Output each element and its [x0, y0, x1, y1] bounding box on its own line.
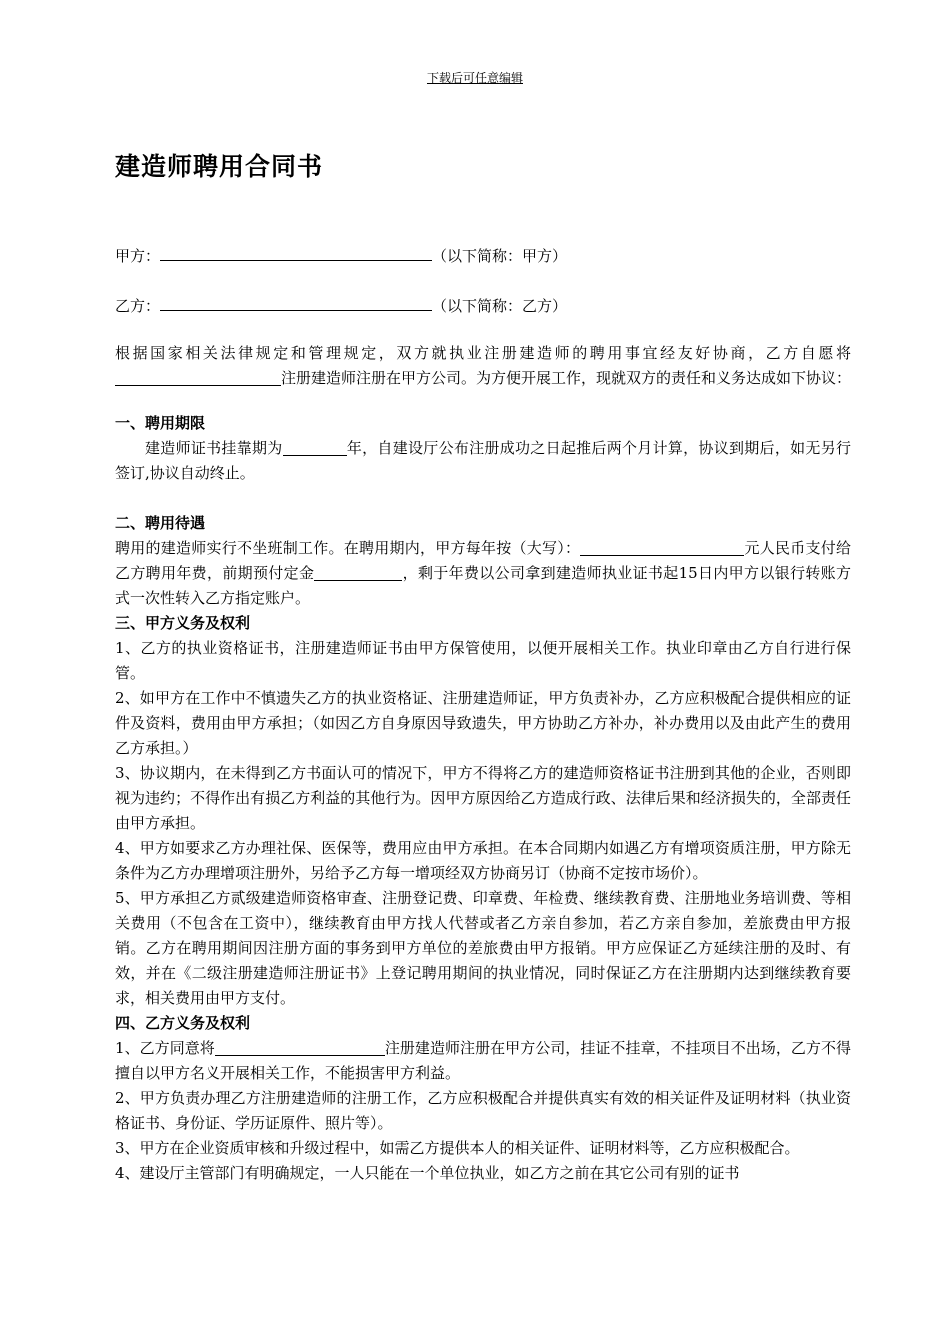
- section-1-text-2: 年，自建设厅公布注册成功之日起推后两个月计算，协议到期后，如无另行签订,协议自动终止。: [115, 439, 851, 482]
- party-a-label: 甲方：: [115, 247, 161, 265]
- party-b-blank[interactable]: [160, 292, 432, 311]
- deposit-blank[interactable]: [314, 562, 402, 581]
- section-3-item: 4、甲方如要求乙方办理社保、医保等，费用应由甲方承担。在本合同期内如遇乙方有增项资质注册，甲方除无条件为乙方办理增项注册外，另给予乙方每一增项经双方协商另订（协商不定按市场价）。: [115, 839, 851, 882]
- section-1-text-1: 建造师证书挂靠期为: [145, 439, 283, 457]
- intro-paragraph: [115, 341, 851, 391]
- section-4-item: 3、甲方在企业资质审核和升级过程中，如需乙方提供本人的相关证件、证明材料等，乙方应积极配合。: [115, 1139, 800, 1157]
- section-4-heading: 四、乙方义务及权利: [115, 1014, 251, 1032]
- party-b-line: [115, 292, 567, 319]
- engineer-name-blank[interactable]: [215, 1037, 385, 1056]
- section-2-text-3: ，剩于年费以公司拿到建造师执业证书起15日内甲方以银行转账方式一次性转入乙方指定账户。: [115, 564, 851, 607]
- section-4-item-1-text-1: 1、乙方同意将: [115, 1039, 215, 1057]
- intro-text-1: 根据国家相关法律规定和管理规定，双方就执业注册建造师的聘用事宜经友好协商，乙方自愿将: [115, 344, 851, 362]
- section-3-heading: 三、甲方义务及权利: [115, 614, 251, 632]
- section-4-item: [115, 1036, 851, 1086]
- section-2-text-1: 聘用的建造师实行不坐班制工作。在聘用期内，甲方每年按（大写）：: [115, 539, 581, 557]
- section-3-item: 2、如甲方在工作中不慎遗失乙方的执业资格证、注册建造师证，甲方负责补办，乙方应积极配合提供相应的证件及资料，费用由甲方承担；（如因乙方自身原因导致遗失，甲方协助乙方补办，补办费用以及由此产生的费用乙方承担。）: [115, 689, 851, 757]
- annual-fee-blank[interactable]: [580, 537, 744, 556]
- section-1-paragraph: [115, 436, 851, 486]
- intro-text-2: 注册建造师注册在甲方公司。为方便开展工作，现就双方的责任和义务达成如下协议：: [281, 369, 852, 387]
- contract-body: [115, 341, 851, 1186]
- term-years-blank[interactable]: [283, 437, 347, 456]
- page-header-note: 下载后可任意编辑: [426, 71, 523, 85]
- party-a-line: [115, 242, 567, 269]
- party-b-label: 乙方：: [115, 297, 161, 315]
- party-a-suffix: （以下简称：甲方）: [432, 247, 568, 265]
- section-3-item: 3、协议期内，在未得到乙方书面认可的情况下，甲方不得将乙方的建造师资格证书注册到其他的企业，否则即视为违约；不得作出有损乙方利益的其他行为。因甲方原因给乙方造成行政、法律后果和经济损失的，全部责任由甲方承担。: [115, 764, 851, 832]
- party-a-blank[interactable]: [160, 242, 432, 261]
- section-3-item: 5、甲方承担乙方贰级建造师资格审查、注册登记费、印章费、年检费、继续教育费、注册地业务培训费、等相关费用（不包含在工资中），继续教育由甲方找人代替或者乙方亲自参加，若乙方亲自参加，差旅费由甲方报销。乙方在聘用期间因注册方面的事务到甲方单位的差旅费由甲方报销。甲方应保证乙方延续注册的及时、有效，并在《二级注册建造师注册证书》上登记聘用期间的执业情况，同时保证乙方在注册期内达到继续教育要求，相关费用由甲方支付。: [115, 889, 851, 1007]
- section-4-item: 4、建设厅主管部门有明确规定，一人只能在一个单位执业，如乙方之前在其它公司有别的证书: [115, 1164, 740, 1182]
- section-4-item-1-text-2: 注册建造师注册在甲方公司，挂证不挂章，不挂项目不出场，乙方不得擅自以甲方名义开展相关工作，不能损害甲方利益。: [115, 1039, 851, 1082]
- document-title: 建造师聘用合同书: [115, 152, 324, 181]
- section-1-heading: 一、聘用期限: [115, 414, 206, 432]
- section-2-heading: 二、聘用待遇: [115, 514, 206, 532]
- section-2-text-2: 元人民币支付给乙方聘用年费，前期预付定金: [115, 539, 851, 582]
- section-2-paragraph: [115, 536, 851, 611]
- intro-blank[interactable]: [115, 367, 281, 386]
- party-b-suffix: （以下简称：乙方）: [432, 297, 568, 315]
- section-3-item: 1、乙方的执业资格证书，注册建造师证书由甲方保管使用，以便开展相关工作。执业印章由乙方自行进行保管。: [115, 639, 851, 682]
- section-4-item: 2、甲方负责办理乙方注册建造师的注册工作，乙方应积极配合并提供真实有效的相关证件及证明材料（执业资格证书、身份证、学历证原件、照片等）。: [115, 1089, 851, 1132]
